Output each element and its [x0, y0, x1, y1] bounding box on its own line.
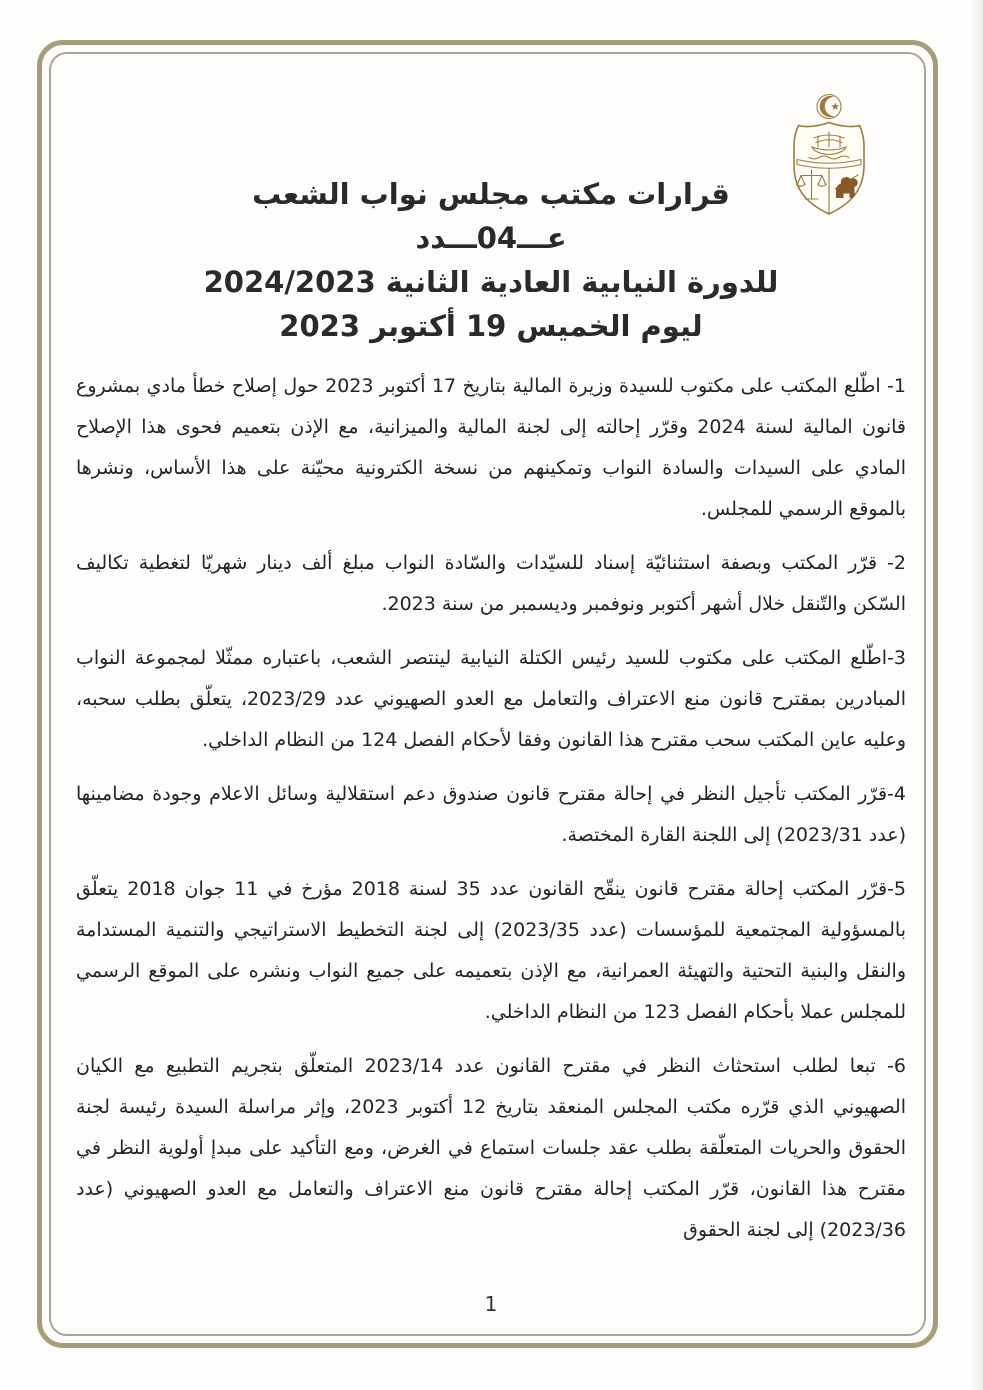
title-line-date: ليوم الخميس 19 أكتوبر 2023	[279, 309, 703, 343]
decision-paragraph-1: 1- اطّلع المكتب على مكتوب للسيدة وزيرة المالية بتاريخ 17 أكتوبر 2023 حول إصلاح خطأ مادي بمشروع قانون المالية لسنة 2024 وقرّر إحالته إلى لجنة المالية والميزانية، مع الإذن بتعميم فحوى هذا الإصلاح المادي على السيدات والسادة النواب وتمكينهم من نسخة الكترونية محيّنة على هذا الأساس، ونشرها بالموقع الرسمي للمجلس.	[76, 375, 907, 520]
scan-edge-shadow	[971, 0, 983, 1390]
decisions-list	[76, 366, 906, 1264]
decision-paragraph-2: 2- قرّر المكتب وبصفة استثنائيّة إسناد للسيّدات والسّادة النواب مبلغ ألف دينار شهريّا لتغطية تكاليف السّكن والتّنقل خلال أشهر أكتوبر ونوفمبر وديسمبر من سنة 2023.	[76, 552, 906, 615]
title-line-heading: قرارات مكتب مجلس نواب الشعب	[252, 177, 730, 211]
title-line-number: عـــ04ـــدد	[415, 221, 567, 255]
page-number: 1	[484, 1292, 498, 1316]
decision-paragraph-5: 5-قرّر المكتب إحالة مقترح قانون ينقّح القانون عدد 35 لسنة 2018 مؤرخ في 11 جوان 2018 يتعلّق بالمسؤولية المجتمعية للمؤسسات (عدد 2023/35) إلى لجنة التخطيط الاستراتيجي والتنمية المستدامة والنقل والبنية التحتية والتهيئة العمرانية، مع الإذن بتعميمه على جميع النواب ونشره على الموقع الرسمي للمجلس عملا بأحكام الفصل 123 من النظام الداخلي.	[76, 878, 906, 1023]
decision-paragraph-4: 4-قرّر المكتب تأجيل النظر في إحالة مقترح قانون صندوق دعم استقلالية وسائل الاعلام وجودة مضامينها (عدد 2023/31) إلى اللجنة القارة المختصة.	[76, 783, 906, 846]
decision-paragraph-6: 6- تبعا لطلب استحثاث النظر في مقترح القانون عدد 2023/14 المتعلّق بتجريم التطبيع مع الكيان الصهيوني الذي قرّره مكتب المجلس المنعقد بتاريخ 12 أكتوبر 2023، وإثر مراسلة السيدة رئيسة لجنة الحقوق والحريات المتعلّقة بطلب عقد جلسات استماع في الغرض، ومع التأكيد على مبدإ أولوية النظر في مقترح هذا القانون، قرّر المكتب إحالة مقترح قانون منع الاعتراف والتعامل مع العدو الصهيوني (عدد 2023/36) إلى لجنة الحقوق	[76, 1055, 906, 1241]
decision-paragraph-3: 3-اطّلع المكتب على مكتوب للسيد رئيس الكتلة النيابية لينتصر الشعب، باعتباره ممثّلا لمجموعة النواب المبادرين بمقترح قانون منع الاعتراف والتعامل مع العدو الصهيوني عدد 2023/29، يتعلّق بطلب سحبه، وعليه عاين المكتب سحب مقترح هذا القانون وفقا لأحكام الفصل 124 من النظام الداخلي.	[76, 647, 906, 751]
document-title-block	[76, 172, 906, 348]
title-line-session: للدورة النيابية العادية الثانية 2024/2023	[203, 265, 779, 299]
